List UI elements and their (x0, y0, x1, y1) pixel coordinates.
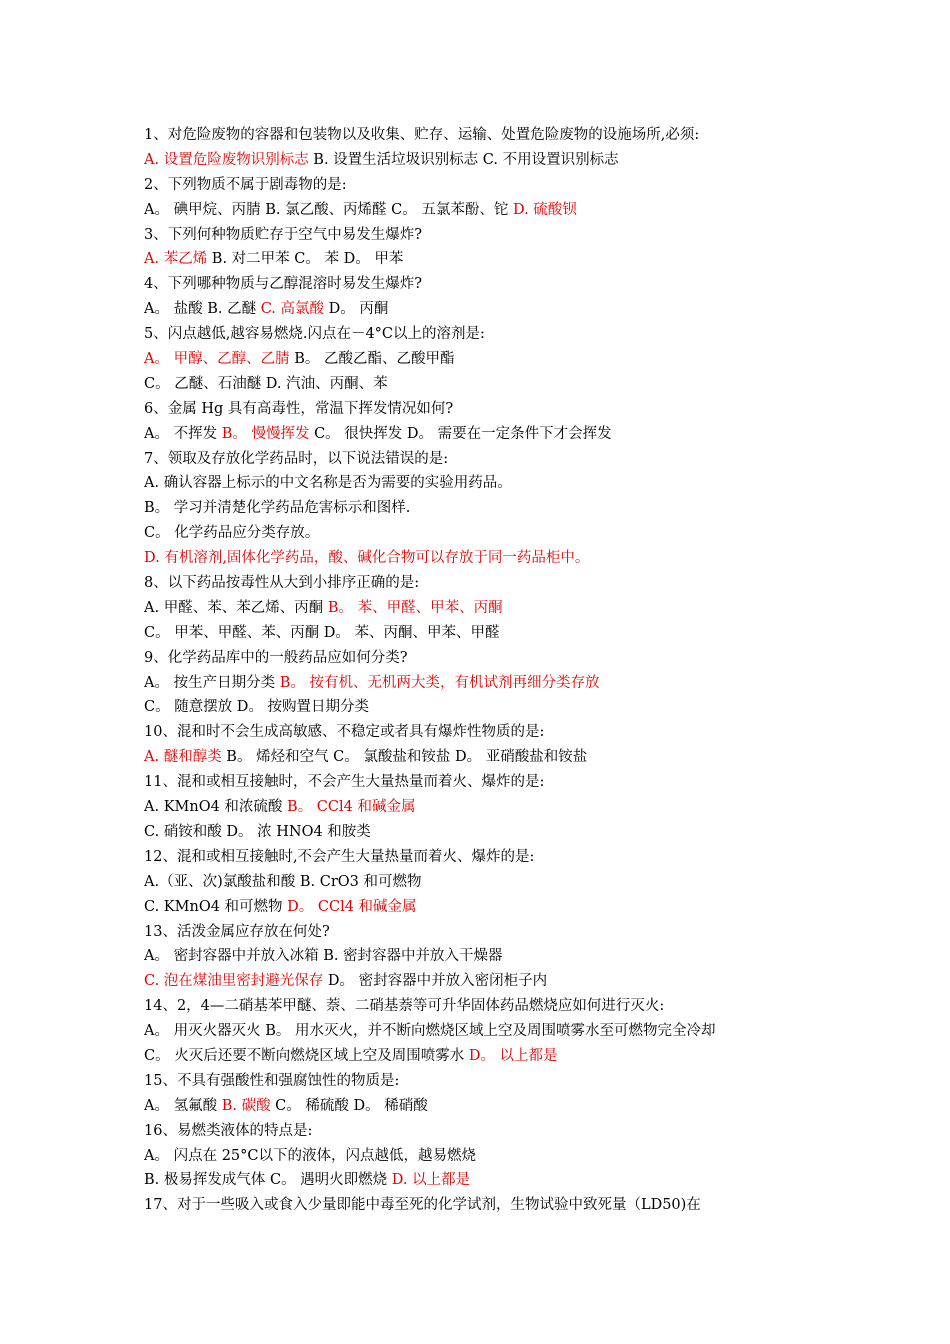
question-text: 3、下列何种物质贮存于空气中易发生爆炸? (144, 226, 422, 243)
question-text: B。 学习并清楚化学药品危害标示和图样. (144, 500, 411, 517)
question-text: C. 硝铵和酸 D。 浓 HNO4 和胺类 (144, 823, 371, 840)
question-text: C。 很快挥发 D。 需要在一定条件下才会挥发 (309, 425, 612, 442)
question-text: D。 丙酮 (323, 301, 389, 318)
text-line (144, 496, 824, 521)
question-text: B. 极易挥发成气体 C。 遇明火即燃烧 (144, 1172, 392, 1189)
answer-text: B。 苯、甲醛、甲苯、丙酮 (327, 599, 503, 616)
question-text: C。 随意摆放 D。 按购置日期分类 (144, 699, 370, 716)
question-text: 15、不具有强酸性和强腐蚀性的物质是: (144, 1072, 400, 1089)
answer-text: A. 醚和醇类 (144, 749, 222, 766)
question-text: C。 化学药品应分类存放。 (144, 525, 320, 542)
answer-text: A。 甲醇、乙醇、乙腈 (144, 351, 290, 368)
text-line (144, 223, 824, 248)
text-line (144, 1019, 824, 1044)
question-text: 13、活泼金属应存放在何处? (144, 923, 330, 940)
text-line (144, 994, 824, 1019)
answer-text: C. 高氯酸 (260, 301, 324, 318)
text-line (144, 546, 824, 571)
answer-text: A. 设置危险废物识别标志 (144, 151, 309, 168)
answer-text: B。 慢慢挥发 (221, 425, 310, 442)
text-line (144, 870, 824, 895)
answer-text: D. 硫酸钡 (512, 201, 577, 218)
text-line (144, 770, 824, 795)
question-text: B。 乙酸乙酯、乙酸甲酯 (289, 351, 455, 368)
text-line (144, 372, 824, 397)
text-line (144, 1144, 824, 1169)
answer-text: D. 有机溶剂,固体化学药品，酸、碱化合物可以存放于同一药品柜中。 (144, 550, 590, 567)
question-text: C。 火灭后还要不断向燃烧区域上空及周围喷雾水 (144, 1047, 469, 1064)
text-line (144, 969, 824, 994)
question-text: B. 对二甲苯 C。 苯 D。 甲苯 (207, 251, 404, 268)
text-line (144, 173, 824, 198)
question-text: A. KMnO4 和浓硫酸 (144, 799, 288, 816)
text-line (144, 745, 824, 770)
text-line (144, 272, 824, 297)
answer-text: B。 CCl4 和碱金属 (287, 799, 416, 816)
document-body (144, 123, 824, 1218)
question-text: A。 碘甲烷、丙腈 B. 氯乙酸、丙烯醛 C。 五氯苯酚、铊 (144, 201, 513, 218)
question-text: 8、以下药品按毒性从大到小排序正确的是: (144, 575, 420, 592)
text-line (144, 720, 824, 745)
question-text: 5、闪点越低,越容易燃烧.闪点在－4°C以上的溶剂是: (144, 326, 485, 343)
question-text: A。 氢氟酸 (144, 1097, 222, 1114)
answer-text: D。 CCl4 和碱金属 (287, 898, 417, 915)
text-line (144, 322, 824, 347)
question-text: 17、对于一些吸入或食入少量即能中毒至死的化学试剂，生物试验中致死量（LD50)在 (144, 1197, 701, 1214)
question-text: A。 用灭火器灭火 B。 用水灭火，并不断向燃烧区域上空及周围喷雾水至可燃物完全冷却 (144, 1023, 716, 1040)
question-text: A。 盐酸 B. 乙醚 (144, 301, 261, 318)
text-line (144, 596, 824, 621)
answer-text: C. 泡在煤油里密封避光保存 (144, 973, 324, 990)
text-line (144, 521, 824, 546)
question-text: C。 乙醚、石油醚 D. 汽油、丙酮、苯 (144, 375, 388, 392)
question-text: A。 不挥发 (144, 425, 222, 442)
question-text: 14、2，4—二硝基苯甲醚、萘、二硝基萘等可升华固体药品燃烧应如何进行灭火: (144, 998, 665, 1015)
question-text: B. 设置生活垃圾识别标志 C. 不用设置识别标志 (308, 151, 619, 168)
question-text: 7、领取及存放化学药品时，以下说法错误的是: (144, 450, 449, 467)
text-line (144, 297, 824, 322)
question-text: A。 按生产日期分类 (144, 674, 280, 691)
question-text: A. 确认容器上标示的中文名称是否为需要的实验用药品。 (144, 475, 512, 492)
question-text: 16、易燃类液体的特点是: (144, 1122, 313, 1139)
text-line (144, 571, 824, 596)
text-line (144, 1069, 824, 1094)
text-line (144, 1193, 824, 1218)
text-line (144, 895, 824, 920)
question-text: 10、混和时不会生成高敏感、不稳定或者具有爆炸性物质的是: (144, 724, 545, 741)
text-line (144, 123, 824, 148)
text-line (144, 944, 824, 969)
text-line (144, 148, 824, 173)
text-line (144, 621, 824, 646)
question-text: 4、下列哪种物质与乙醇混溶时易发生爆炸? (144, 276, 422, 293)
text-line (144, 820, 824, 845)
text-line (144, 845, 824, 870)
question-text: A. 甲醛、苯、苯乙烯、丙酮 (144, 599, 328, 616)
text-line (144, 447, 824, 472)
text-line (144, 1119, 824, 1144)
text-line (144, 1094, 824, 1119)
question-text: 9、化学药品库中的一般药品应如何分类? (144, 649, 408, 666)
question-text: B。 烯烃和空气 C。 氯酸盐和铵盐 D。 亚硝酸盐和铵盐 (221, 749, 588, 766)
text-line (144, 422, 824, 447)
question-text: 11、混和或相互接触时，不会产生大量热量而着火、爆炸的是: (144, 774, 545, 791)
answer-text: D. 以上都是 (391, 1172, 471, 1189)
question-text: A。 闪点在 25°C以下的液体，闪点越低，越易燃烧 (144, 1147, 476, 1164)
question-text: A.（亚、次)氯酸盐和酸 B. CrO3 和可燃物 (144, 873, 422, 890)
question-text: 1、对危险废物的容器和包装物以及收集、贮存、运输、处置危险废物的设施场所,必须: (144, 127, 700, 143)
text-line (144, 920, 824, 945)
answer-text: B. 碳酸 (221, 1097, 271, 1114)
question-text: C。 稀硫酸 D。 稀硝酸 (270, 1097, 428, 1114)
text-line (144, 247, 824, 272)
text-line (144, 646, 824, 671)
text-line (144, 795, 824, 820)
text-line (144, 1168, 824, 1193)
text-line (144, 695, 824, 720)
text-line (144, 471, 824, 496)
answer-text: D。 以上都是 (468, 1047, 558, 1064)
question-text: C. KMnO4 和可燃物 (144, 898, 288, 915)
question-text: 6、金属 Hg 具有高毒性，常温下挥发情况如何? (144, 400, 454, 417)
text-line (144, 1044, 824, 1069)
question-text: C。 甲苯、甲醛、苯、丙酮 D。 苯、丙酮、甲苯、甲醛 (144, 624, 500, 641)
question-text: D。 密封容器中并放入密闭柜子内 (323, 973, 548, 990)
text-line (144, 671, 824, 696)
text-line (144, 347, 824, 372)
text-line (144, 397, 824, 422)
answer-text: A. 苯乙烯 (144, 251, 208, 268)
question-text: 2、下列物质不属于剧毒物的是: (144, 176, 347, 193)
text-line (144, 198, 824, 223)
answer-text: B。 按有机、无机两大类，有机试剂再细分类存放 (279, 674, 600, 691)
question-text: 12、混和或相互接触时,不会产生大量热量而着火、爆炸的是: (144, 848, 535, 865)
question-text: A。 密封容器中并放入冰箱 B. 密封容器中并放入干燥器 (144, 948, 503, 965)
